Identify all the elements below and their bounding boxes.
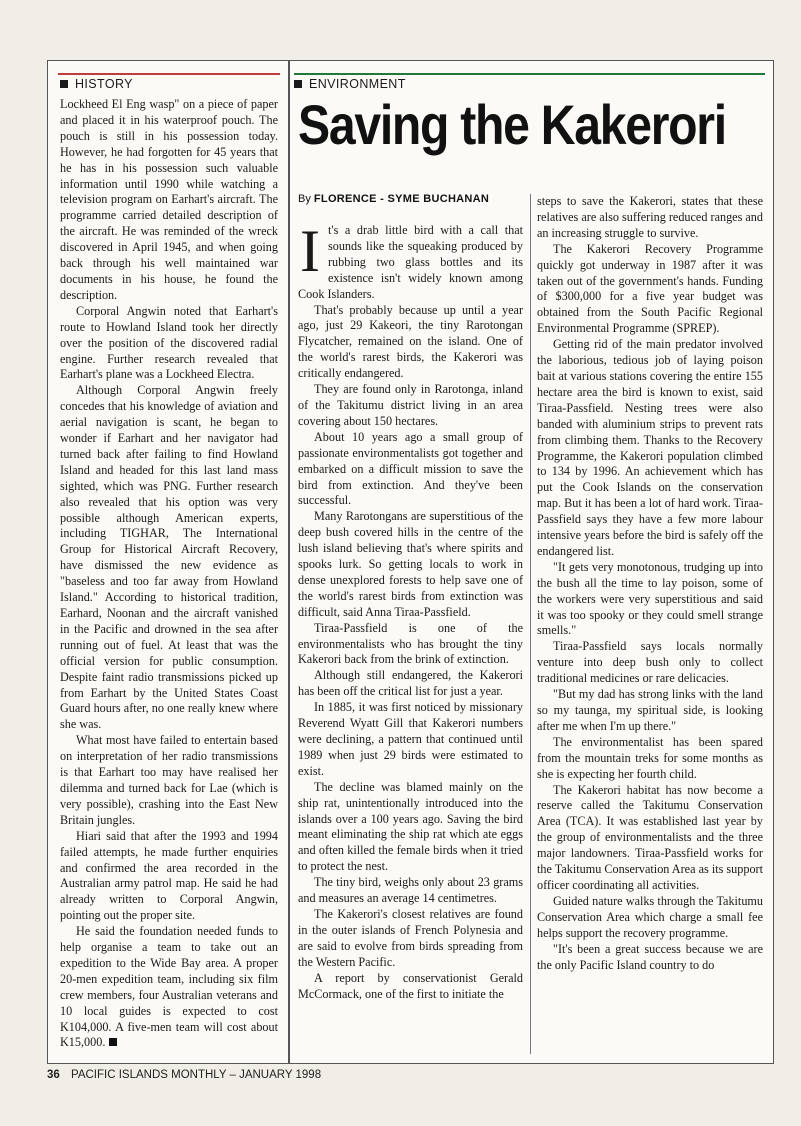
end-mark-icon [109,1038,117,1046]
article-byline [298,193,489,205]
environment-section-label: ENVIRONMENT [309,77,406,91]
history-paragraph: Corporal Angwin noted that Earhart's route to Howland Island took her directly over the position of the discovered radial engine. Further research revealed that Earhart's plane was a Lockheed Electra. [60,303,278,382]
history-section-head [60,77,133,91]
article-paragraph: Guided nature walks through the Takitumu Conservation Area which charge a small fee helps support the recovery programme. [537,893,763,940]
article-paragraph: That's probably because up until a year ago, just 29 Kakeori, the tiny Rarotongan Flycatcher, remained on the island. One of the world's rarest birds, the Kakerori was critically endangered. [298,302,523,381]
square-bullet-icon [294,80,302,88]
article-paragraph: Many Rarotongans are superstitious of the deep bush covered hills in the centre of the lush island believing that's where spirits and spooks lurk. So getting locals to work in dense unexplored forests to help save one of the world's rarest birds from extinction was difficult, said Anna Tiraa-Passfield. [298,509,523,619]
square-bullet-icon [60,80,68,88]
history-paragraph: What most have failed to entertain based on interpretation of her radio transmissions is that Earhart too may have realised her dilemma and turned back for Lae (which is very possible), crashing into the East New Britain jungles. [60,733,278,827]
history-section-label: HISTORY [75,77,133,91]
article-column-1 [298,218,523,1002]
page-number: 36 [47,1069,60,1081]
article-paragraph: "It gets very monotonous, trudging up into the bush all the time to lay poison, some of the workers were very superstitious and said it was too spooky or they could smell strange smells." [537,559,763,638]
article-paragraph: steps to save the Kakerori, states that these relatives are also suffering reduced ranges and an increasing struggle to survive. [537,194,763,240]
history-paragraph [60,924,278,1051]
article-paragraph: About 10 years ago a small group of passionate environmentalists got together and embarked on a difficult mission to save the bird from extinction. And they've been successful. [298,429,523,508]
article-paragraph: In 1885, it was first noticed by missionary Reverend Wyatt Gill that Kakerori numbers were declining, a pattern that continued until 1989 when just 29 birds were estimated to exist. [298,700,523,778]
article-paragraph: The decline was blamed mainly on the ship rat, unintentionally introduced into the islands over a 100 years ago. Saving the bird meant eliminating the ship rat which ate eggs and often killed the female birds when it tried to protect the nest. [298,779,523,874]
page-footer [47,1069,321,1081]
article-paragraph: They are found only in Rarotonga, inland of the Takitumu district living in an area covering about 150 hectares. [298,382,523,428]
drop-cap: I [300,218,320,284]
article-paragraph: Tiraa-Passfield says locals normally venture into deep bush only to collect traditional medicines or rare delicacies. [537,639,763,686]
history-rule [58,73,280,75]
article-paragraph: "But my dad has strong links with the land so my taunga, my spiritual side, is looking after me when I'm up there." [537,687,763,733]
article-paragraph: "It's been a great success because we are the only Pacific Island country to do [537,941,763,972]
article-paragraph: The Kakerori's closest relatives are found in the outer islands of French Polynesia and are said to evolve from birds spreading from the Western Pacific. [298,906,523,969]
article-title: Saving the Kakerori [298,93,726,156]
article-paragraph: The Kakerori habitat has now become a reserve called the Takitumu Conservation Area (TCA). It was established last year by the group of environmentalists and the three major landowners. Tiraa-Passfield works for the Takitumu Conservation Area as its support officer coordinating all activities. [537,782,763,892]
article-paragraph: Tiraa-Passfield is one of the environmentalists who has brought the tiny Kakerori back from the brink of extinction. [298,620,523,667]
article-paragraph: Getting rid of the main predator involved the laborious, tedious job of laying poison bait at various stations covering the entire 155 hectare area the bird is known to exist, said Tiraa-Passfield. Nesting trees were also banded with aluminium strips to prevent rats from climbing them. Thanks to the Recovery Programme, the Kakerori population climbed to 134 by 1996. An achievement which has put the Cook Islands on the conservation map. But it has been a lot of hard work. Tiraa-Passfield says they have a few more labour intensive years before the bird is safely off the endangered list. [537,337,763,558]
history-paragraph: Lockheed El Eng wasp" on a piece of paper and placed it in his waterproof pouch. The pouch is still in his possession today. However, he had forgotten for 45 years that he has in his possession such valuable information until 1990 while watching a television program on Earhart's aircraft. The programme carried detailed description of the aircraft. He was reminded of the wreck discovered in April 1945, and when going back through his well maintained war documents in his house, he found the description. [60,97,278,302]
history-panel [47,60,289,1064]
column-divider [530,194,531,1054]
environment-panel [289,60,774,1064]
history-paragraph-text: He said the foundation needed funds to help organise a team to take out an expedition to the Wide Bay area. A proper 20-men expedition team, including six film crew members, four Australian veterans and 10 local guides is expected to cost K104,000. A five-men team will cost about K15,000. [60,924,278,1050]
article-paragraph: Although still endangered, the Kakerori has been off the critical list for just a year. [298,668,523,699]
environment-section-head [294,77,406,91]
history-body [60,97,278,1051]
article-paragraph: The environmentalist has been spared from the mountain treks for some months as she is expecting her fourth child. [537,734,763,781]
lead-paragraph [298,218,523,303]
history-paragraph: Hiari said that after the 1993 and 1994 failed attempts, he made further enquiries and confirmed the area recorded in the Australian army patrol map. He said he had already written to Corporal Angwin, pointing out the proper site. [60,828,278,923]
byline-author: FLORENCE - SYME BUCHANAN [313,193,490,205]
environment-rule [294,73,765,75]
article-paragraph: The Kakerori Recovery Programme quickly got underway in 1987 after it was taken out of the government's hands. Funding of $300,000 for a five year budget was obtained from the South Pacific Regional Environmental Programme (SPREP). [537,241,763,336]
byline-prefix: By [298,193,311,205]
article-column-2 [537,194,763,973]
history-paragraph: Although Corporal Angwin freely concedes that his knowledge of aviation and aerial navigation is scant, he began to wonder if Earhart and her navigator had turned back after failing to find Howland Island and headed for this last land mass sighted, which was PNG. Further research also revealed that his option was very possible although American experts, including TIGHAR, The International Group for Historical Aircraft Recovery, have dismissed the new evidence as "baseless and too far away from Howland Island." According to historical tradition, Earhard, Noonan and the aircraft vanished in the Pacific and drowned in the sea after running out of fuel. At least that was the official version for public consumption. Despite faint radio transmissions picked up from Earhart by the United States Coast Guard hours after, no one really knew where she was. [60,383,278,732]
article-paragraph: The tiny bird, weighs only about 23 grams and measures an average 14 centimetres. [298,875,523,906]
lead-paragraph-text: t's a drab little bird with a call that sounds like the squeaking produced by rubbing two glass bottles and its existence isn't widely known among Cook Islanders. [298,223,523,301]
publication-line: PACIFIC ISLANDS MONTHLY – JANUARY 1998 [71,1069,322,1081]
article-paragraph: A report by conservationist Gerald McCormack, one of the first to initiate the [298,970,523,1001]
